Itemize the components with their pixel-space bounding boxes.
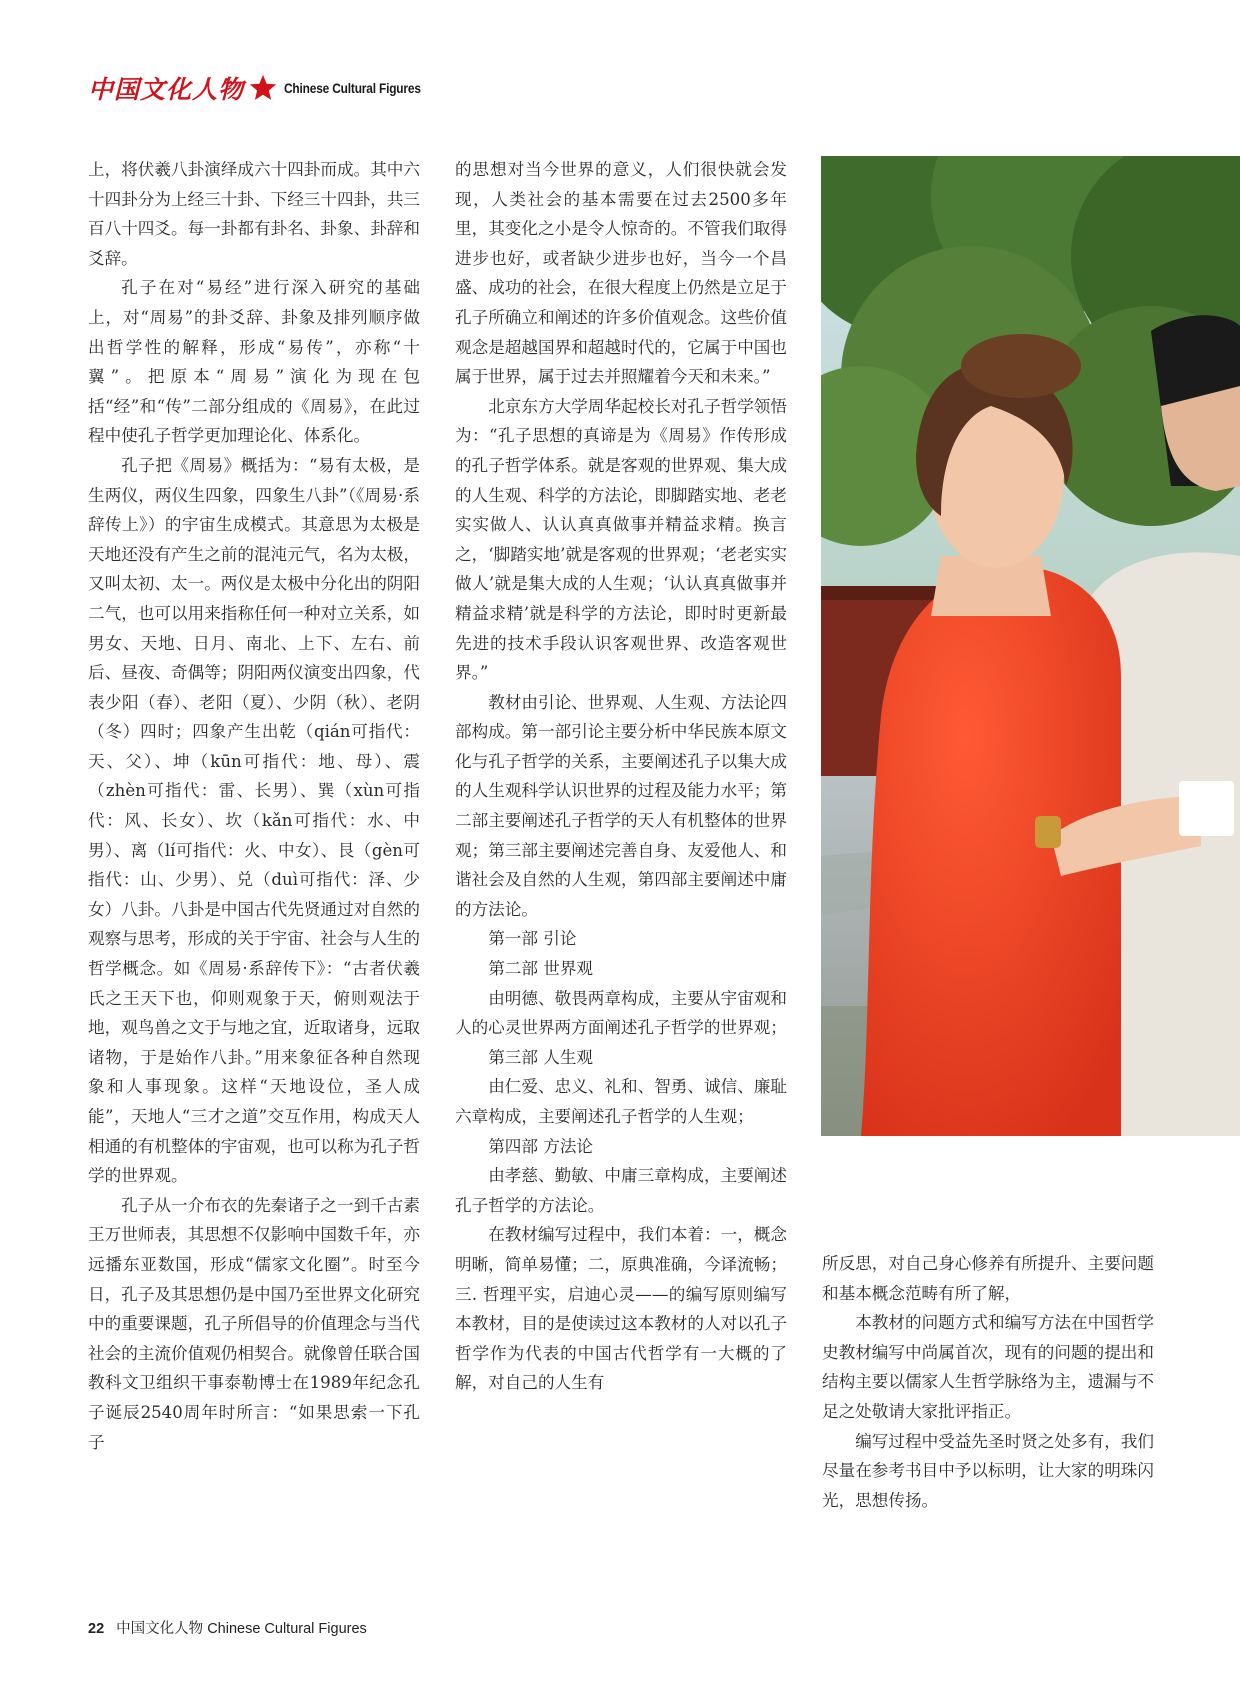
photo-illustration <box>821 156 1240 1136</box>
magazine-logo-en: Chinese Cultural Figures <box>284 80 421 96</box>
footer-magazine-name: 中国文化人物 Chinese Cultural Figures <box>116 1621 367 1637</box>
paragraph: 的思想对当今世界的意义，人们很快就会发现，人类社会的基本需要在过去2500多年里，其变化之小是令人惊奇的。不管我们取得进步也好，或者缺少进步也好，当今一个昌盛、成功的社会，在很大程度上仍然是立足于孔子所确立和阐述的许多价值观念。这些价值观念是超越国界和超越时代的，它属于中国也属于世界，属于过去并照耀着今天和未来。” <box>455 160 787 387</box>
paragraph: 上，将伏羲八卦演绎成六十四卦而成。其中六十四卦分为上经三十卦、下经三十四卦，共三百八十四爻。每一卦都有卦名、卦象、卦辞和爻辞。 <box>88 160 420 268</box>
paragraph: 所反思，对自己身心修养有所提升、主要问题和基本概念范畴有所了解， <box>822 1254 1154 1303</box>
section-heading: 第一部 引论 <box>488 929 577 949</box>
magazine-header <box>88 70 445 106</box>
paragraph: 由孝慈、勤敏、中庸三章构成，主要阐述孔子哲学的方法论。 <box>455 1166 787 1215</box>
text-column-2 <box>455 155 787 1398</box>
magazine-logo-cn: 中国文化人物 <box>88 75 245 104</box>
paragraph: 由仁爱、忠义、礼和、智勇、诚信、廉耻六章构成，主要阐述孔子哲学的人生观； <box>455 1077 787 1126</box>
text-column-1 <box>88 155 420 1457</box>
page-footer <box>88 1617 367 1638</box>
paragraph: 由明德、敬畏两章构成，主要从宇宙观和人的心灵世界两方面阐述孔子哲学的世界观； <box>455 988 787 1038</box>
text-column-3 <box>822 1249 1154 1515</box>
paragraph: 教材由引论、世界观、人生观、方法论四部构成。第一部引论主要分析中华民族本原文化与孔子哲学的关系，主要阐述孔子以集大成的人生观科学认识世界的过程及能力水平；第二部主要阐述孔子哲学的天人有机整体的世界观；第三部主要阐述完善自身、友爱他人、和谐社会及自然的人生观，第四部主要阐述中庸的方法论。 <box>455 692 787 919</box>
section-heading: 第四部 方法论 <box>488 1136 594 1156</box>
paragraph: 在教材编写过程中，我们本着：一，概念明晰，简单易懂；二，原典准确，今译流畅；三. 哲理平实，启迪心灵——的编写原则编写本教材，目的是使读过这本教材的人对以孔子哲学作为代表的中国古代哲学有一大概的了解，对自己的人生有 <box>455 1225 787 1393</box>
star-icon <box>248 73 278 103</box>
section-heading: 第二部 世界观 <box>488 959 594 979</box>
paragraph: 编写过程中受益先圣时贤之处多有，我们尽量在参考书目中予以标明，让大家的明珠闪光，思想传扬。 <box>822 1431 1154 1510</box>
paragraph: 孔子在对“易经”进行深入研究的基础上，对“周易”的卦爻辞、卦象及排列顺序做出哲学性的解释，形成“易传”，亦称“十翼”。把原本“周易”演化为现在包括“经”和“传”二部分组成的《周易》，在此过程中使孔子哲学更加理论化、体系化。 <box>88 278 420 446</box>
page-number: 22 <box>88 1621 105 1637</box>
paragraph: 北京东方大学周华起校长对孔子哲学领悟为：“孔子思想的真谛是为《周易》作传形成的孔子哲学体系。就是客观的世界观、集大成的人生观、科学的方法论，即脚踏实地、老老实实做人、认认真真做事并精益求精。换言之，‘脚踏实地’就是客观的世界观；‘老老实实做人’就是集大成的人生观；‘认认真真做事并精益求精’就是科学的方法论，即时时更新最先进的技术手段认识客观世界、改造客观世界。” <box>455 396 787 683</box>
paragraph: 孔子把《周易》概括为：“易有太极，是生两仪，两仪生四象，四象生八卦”（《周易·系辞传上》）的宇宙生成模式。其意思为太极是天地还没有产生之前的混沌元气，名为太极，又叫太初、太一。两仪是太极中分化出的阴阳二气，也可以用来指称任何一种对立关系，如男女、天地、日月、南北、上下、左右、前后、昼夜、奇偶等；阴阳两仪演变出四象，代表少阳（春）、老阳（夏）、少阴（秋）、老阴（冬）四时；四象产生出乾（qián可指代：天、父）、坤（kūn可指代：地、母）、震（zhèn可指代：雷、长男）、巽（xùn可指代：风、长女）、坎（kǎn可指代：水、中男）、离（lí可指代：火、中女）、艮（gèn可指代：山、少男）、兑（duì可指代：泽、少女）八卦。八卦是中国古代先贤通过对自然的观察与思考，形成的关于宇宙、社会与人生的哲学概念。如《周易·系辞传下》：“古者伏羲氏之王天下也，仰则观象于天，俯则观法于地，观鸟兽之文于与地之宜，近取诸身，远取诸物，于是始作八卦。”用来象征各种自然现象和人事现象。这样“天地设位，圣人成能”，天地人“三才之道”交互作用，构成天人相通的有机整体的宇宙观，也可以称为孔子哲学的世界观。 <box>88 455 420 1186</box>
photo <box>821 156 1240 1136</box>
paragraph: 孔子从一介布衣的先秦诸子之一到千古素王万世师表，其思想不仅影响中国数千年，亦远播东亚数国，形成“儒家文化圈”。时至今日，孔子及其思想仍是中国乃至世界文化研究中的重要课题，孔子所倡导的价值理念与当代社会的主流价值观仍相契合。就像曾任联合国教科文卫组织干事泰勒博士在1989年纪念孔子诞辰2540周年时所言：“如果思索一下孔子 <box>88 1195 420 1452</box>
section-heading: 第三部 人生观 <box>488 1047 594 1067</box>
paragraph: 本教材的问题方式和编写方法在中国哲学史教材编写中尚属首次，现有的问题的提出和结构主要以儒家人生哲学脉络为主，遗漏与不足之处敬请大家批评指正。 <box>822 1313 1154 1421</box>
